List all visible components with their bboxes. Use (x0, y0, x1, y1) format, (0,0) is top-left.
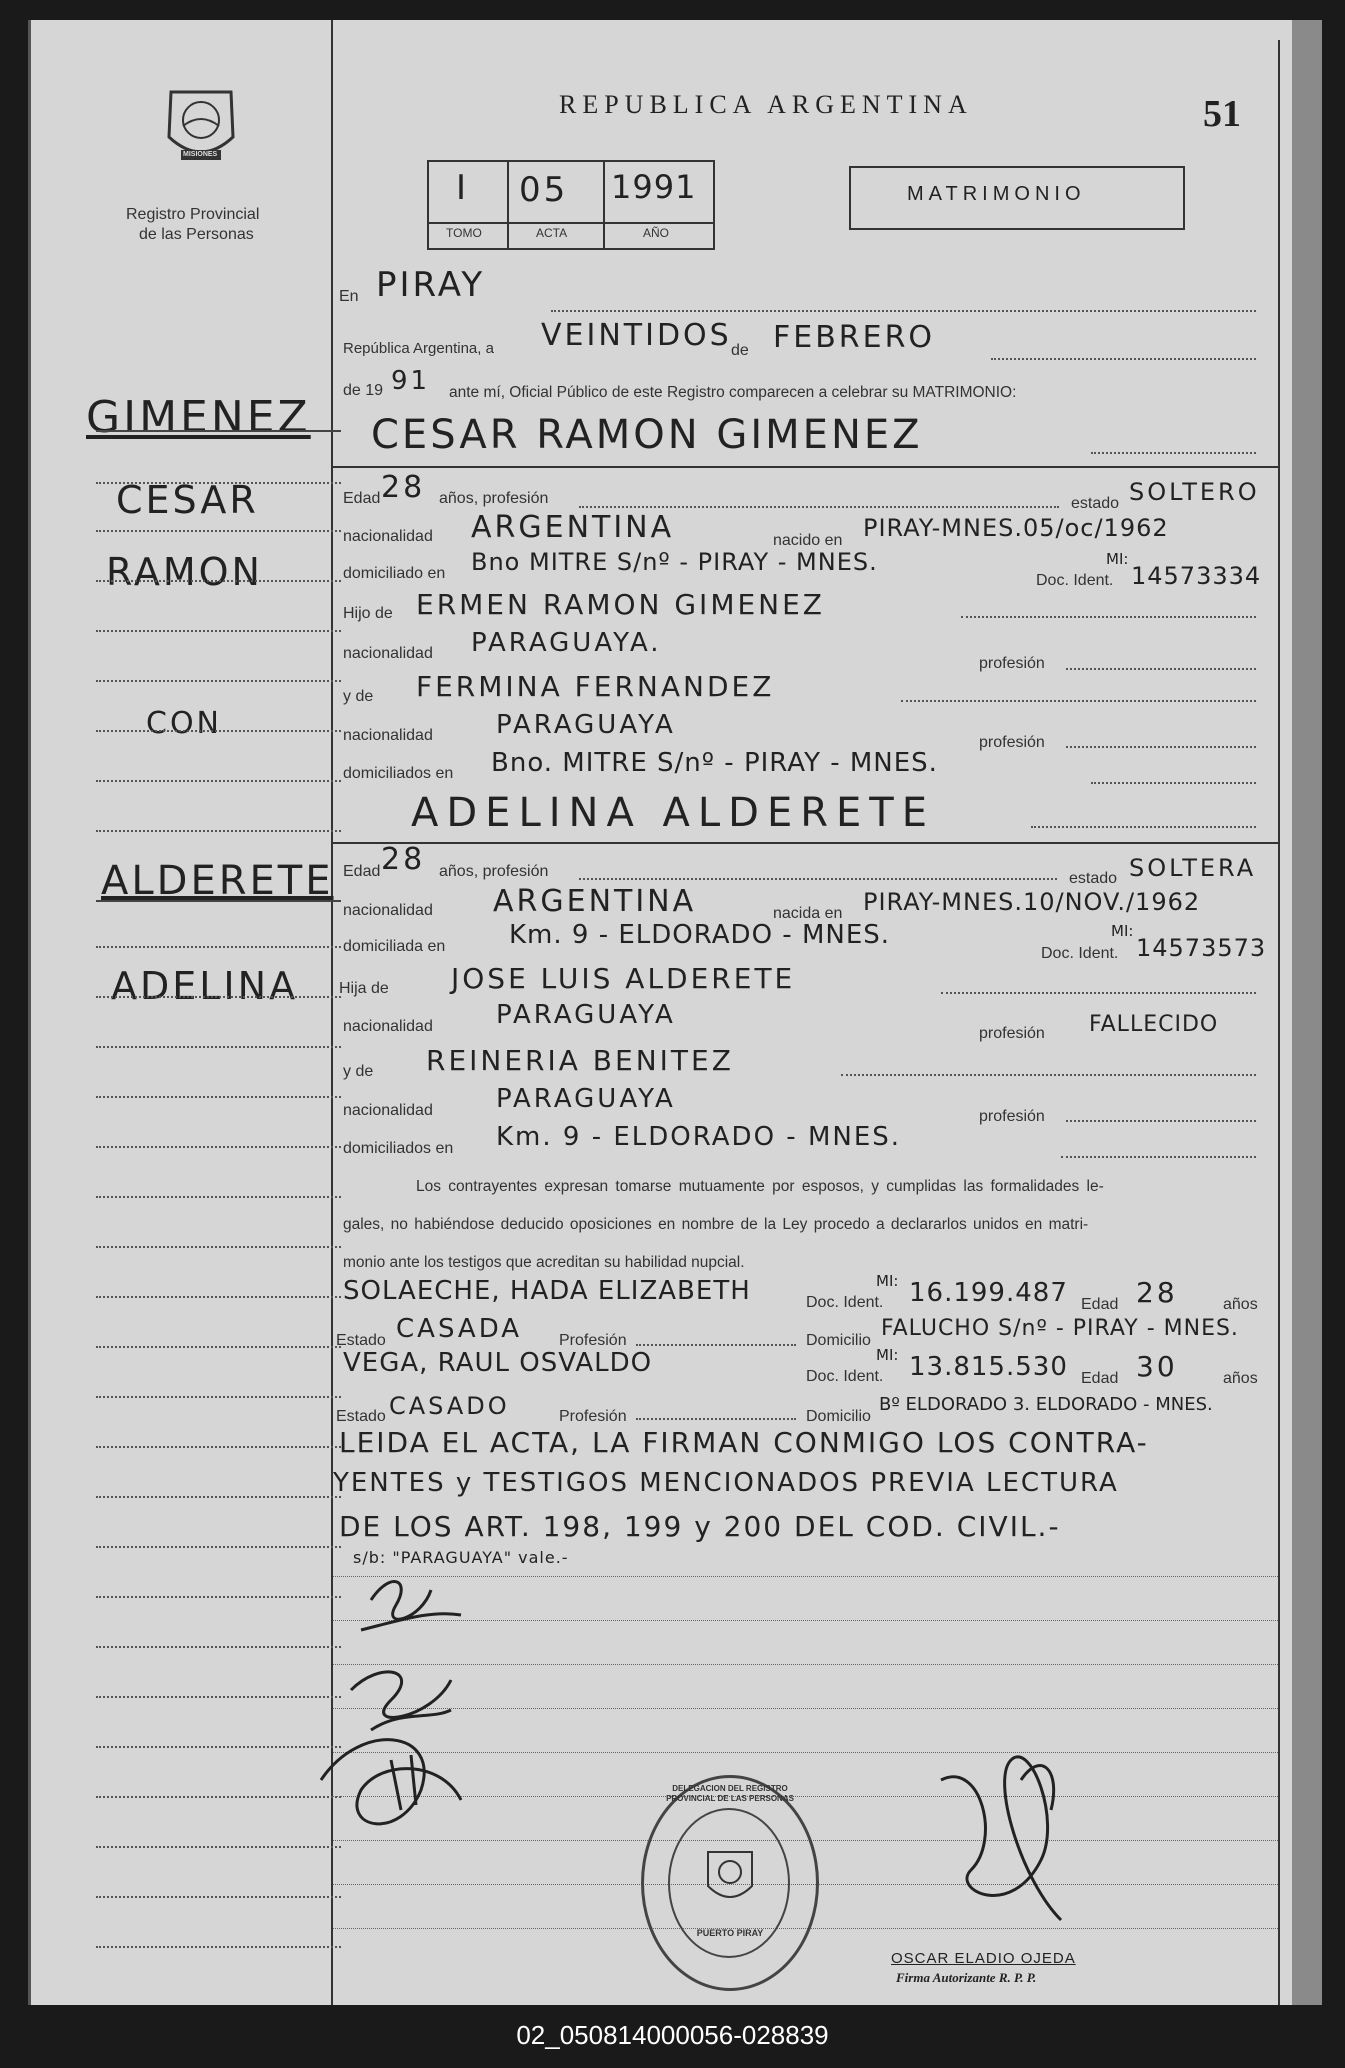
bride-hija-label: Hija de (339, 980, 389, 997)
margin-rule (96, 630, 341, 632)
groom-father-nac-label: nacionalidad (343, 645, 433, 662)
groom-yde-label: y de (343, 688, 374, 705)
groom-nacionalidad-label: nacionalidad (343, 528, 433, 545)
margin-rule (96, 1296, 341, 1298)
groom-doc-prefix: MI: (1106, 550, 1129, 568)
margin-rule (96, 1096, 341, 1098)
bride-domicilio: Km. 9 - ELDORADO - MNES. (509, 920, 891, 950)
witness-2-domicilio: Bº ELDORADO 3. ELDORADO - MNES. (879, 1394, 1213, 1415)
section-rule (333, 466, 1278, 468)
groom-mother: FERMINA FERNANDEZ (416, 670, 775, 703)
groom-father-nac: PARAGUAYA. (471, 628, 662, 658)
margin-rule (96, 1046, 341, 1048)
place-line (551, 310, 1256, 312)
stamp-inner-text: PUERTO PIRAY (696, 1928, 764, 1938)
bride-nacida-label: nacida en (773, 905, 843, 922)
witness-2-name: VEGA, RAUL OSVALDO (343, 1348, 653, 1378)
witness-2-doc-label: Doc. Ident. (806, 1368, 884, 1385)
groom-hijo-label: Hijo de (343, 605, 393, 622)
official-name: OSCAR ELADIO OJEDA (891, 1950, 1076, 1967)
tomo-label: TOMO (446, 226, 482, 240)
margin-rule (96, 780, 341, 782)
en-label: En (339, 288, 359, 305)
bride-mother-line (841, 1074, 1256, 1076)
margin-rule (96, 1546, 341, 1548)
record-type: MATRIMONIO (907, 183, 1086, 205)
registry-line-2: de las Personas (139, 226, 254, 243)
witness-2-domicilio-label: Domicilio (806, 1408, 871, 1425)
official-signature (911, 1720, 1111, 1950)
certificate-page (28, 20, 1321, 2005)
groom-doc: 14573334 (1131, 562, 1262, 590)
groom-name: CESAR RAMON GIMENEZ (371, 412, 923, 458)
bride-edad-label: Edad (343, 863, 381, 880)
body-line-2: gales, no habiéndose deducido oposiciones en nombre de la Ley procedo a declararlos unidos en matri- (343, 1216, 1089, 1233)
witness-1-doc: 16.199.487 (909, 1278, 1068, 1308)
bride-mother-nac-label: nacionalidad (343, 1102, 433, 1119)
groom-domiciliado-label: domiciliado en (343, 565, 446, 582)
bride-domiciliados-label: domiciliados en (343, 1140, 454, 1157)
witness-2-edad-label: Edad (1081, 1370, 1119, 1387)
bride-name-line (1031, 826, 1256, 828)
witness-1-doc-prefix: MI: (876, 1272, 899, 1290)
bride-father-nac-label: nacionalidad (343, 1018, 433, 1035)
stamp-ring-text: DELEGACION DEL REGISTRO PROVINCIAL DE LAS PERSONAS (666, 1784, 794, 1803)
bride-father-profesion-label: profesión (979, 1025, 1045, 1042)
republica-label: República Argentina, a (343, 340, 494, 357)
groom-parents-domicilio: Bno. MITRE S/nº - PIRAY - MNES. (491, 748, 938, 778)
groom-mother-nac-label: nacionalidad (343, 727, 433, 744)
groom-nacido-label: nacido en (773, 532, 843, 549)
witness-1-estado: CASADA (396, 1314, 523, 1344)
groom-father: ERMEN RAMON GIMENEZ (416, 588, 825, 621)
section-rule (333, 842, 1278, 844)
witness-2-doc-prefix: MI: (876, 1346, 899, 1364)
ano-label: AÑO (643, 226, 670, 240)
bride-doc: 14573573 (1136, 934, 1267, 962)
margin-surname-bride: ALDERETE (101, 858, 334, 904)
month: FEBRERO (773, 320, 936, 355)
witness-1-edad-label: Edad (1081, 1296, 1119, 1313)
bride-profesion-line (579, 878, 1057, 880)
witness-1-domicilio: FALUCHO S/nº - PIRAY - MNES. (881, 1316, 1239, 1341)
seal-icon (161, 82, 241, 172)
margin-rule (96, 1946, 341, 1948)
margin-rule (96, 1446, 341, 1448)
groom-father-line (961, 616, 1256, 618)
witness-1-profesion-line (636, 1344, 796, 1346)
margin-rule (96, 1496, 341, 1498)
bride-father-line (941, 992, 1256, 994)
margin-rule (96, 1896, 341, 1898)
groom-domicilio: Bno MITRE S/nº - PIRAY - MNES. (471, 548, 878, 576)
year-suffix: 91 (391, 366, 431, 396)
groom-birth: PIRAY-MNES.05/oc/1962 (863, 514, 1169, 542)
witness-1-doc-label: Doc. Ident. (806, 1294, 884, 1311)
tomo-value: I (456, 168, 470, 208)
bride-father: JOSE LUIS ALDERETE (451, 962, 796, 995)
stamp-emblem-icon (702, 1846, 758, 1910)
registry-line-1: Registro Provincial (126, 206, 260, 223)
witness-2-profesion-line (636, 1418, 796, 1420)
bride-nacionalidad-label: nacionalidad (343, 902, 433, 919)
groom-name-line (1091, 452, 1256, 454)
record-box-divider-1 (507, 160, 509, 248)
witness-1-name: SOLAECHE, HADA ELIZABETH (343, 1276, 751, 1306)
groom-mother-profesion-label: profesión (979, 734, 1045, 751)
groom-edad-label: Edad (343, 490, 381, 507)
bride-doc-prefix: MI: (1111, 922, 1134, 940)
margin-rule (96, 1196, 341, 1198)
margin-rule (96, 730, 341, 732)
groom-mother-nac: PARAGUAYA (496, 710, 676, 740)
body-line-1: Los contrayentes expresan tomarse mutuamente por esposos, y cumplidas las formalidades le- (416, 1178, 1104, 1195)
witness-2-doc: 13.815.530 (909, 1352, 1068, 1382)
bride-mother: REINERIA BENITEZ (426, 1044, 734, 1077)
margin-rule (96, 900, 341, 902)
acta-label: ACTA (536, 226, 568, 240)
groom-profesion-line (579, 506, 1059, 508)
bride-mother-nac: PARAGUAYA (496, 1084, 676, 1114)
witness-2-anos-label: años (1223, 1370, 1258, 1387)
margin-given-groom-1: CESAR (116, 478, 259, 522)
groom-father-profesion-label: profesión (979, 655, 1045, 672)
bride-father-profesion: FALLECIDO (1089, 1012, 1219, 1037)
groom-age: 28 (381, 470, 426, 505)
witness-1-profesion-label: Profesión (559, 1332, 627, 1349)
record-box-divider-2 (603, 160, 605, 248)
delegation-stamp (641, 1775, 819, 1991)
margin-rule (96, 830, 341, 832)
witness-1-age: 28 (1136, 1276, 1178, 1309)
margin-rule (96, 1396, 341, 1398)
bride-age: 28 (381, 842, 426, 877)
margin-rule (96, 1146, 341, 1148)
bride-father-nac: PARAGUAYA (496, 1000, 676, 1030)
party-signatures (301, 1560, 531, 1850)
groom-nacionalidad: ARGENTINA (471, 510, 675, 545)
bride-birth: PIRAY-MNES.10/NOV./1962 (863, 888, 1201, 916)
margin-rule (96, 580, 341, 582)
official-title: Firma Autorizante R. P. P. (896, 1970, 1037, 1985)
margin-given-groom-2: RAMON (106, 550, 263, 594)
margin-rule (96, 1246, 341, 1248)
province-seal (161, 82, 241, 172)
groom-mother-line (901, 700, 1256, 702)
margin-rule (96, 430, 341, 432)
witness-1-estado-label: Estado (336, 1332, 386, 1349)
place: PIRAY (376, 265, 486, 305)
margin-rule (96, 530, 341, 532)
witness-2-age: 30 (1136, 1350, 1178, 1383)
margin-rule (96, 946, 341, 948)
margin-given-bride: ADELINA (111, 964, 299, 1008)
margin-rule (96, 482, 341, 484)
margin-surname-groom: GIMENEZ (86, 392, 311, 443)
bride-anos-profesion: años, profesión (439, 863, 549, 880)
groom-estado-label: estado (1071, 495, 1120, 512)
margin-connector: CON (146, 706, 223, 741)
right-border (1278, 40, 1280, 2005)
notes-line-2: YENTES y TESTIGOS MENCIONADOS PREVIA LECTURA (333, 1468, 1119, 1498)
notes-line-1: LEIDA EL ACTA, LA FIRMAN CONMIGO LOS CONTRA- (339, 1426, 1149, 1459)
witness-2-profesion-label: Profesión (559, 1408, 627, 1425)
witness-2-estado: CASADO (389, 1392, 510, 1420)
bride-yde-label: y de (343, 1063, 374, 1080)
groom-doc-label: Doc. Ident. (1036, 572, 1114, 589)
groom-anos-profesion: años, profesión (439, 490, 549, 507)
bride-doc-label: Doc. Ident. (1041, 945, 1119, 962)
groom-estado: SOLTERO (1129, 478, 1260, 506)
intro-statement: ante mí, Oficial Público de este Registro comparecen a celebrar su MATRIMONIO: (449, 384, 1017, 401)
groom-domiciliados-label: domiciliados en (343, 765, 454, 782)
margin-rule (96, 680, 341, 682)
groom-mother-profesion-line (1066, 746, 1256, 748)
groom-father-profesion-line (1066, 668, 1256, 670)
bride-parents-domicilio-line (1061, 1156, 1256, 1158)
body-line-3: monio ante los testigos que acreditan su habilidad nupcial. (343, 1254, 745, 1271)
margin-rule (96, 996, 341, 998)
witness-1-domicilio-label: Domicilio (806, 1332, 871, 1349)
groom-parents-domicilio-line (1091, 782, 1256, 784)
witness-1-anos-label: años (1223, 1296, 1258, 1313)
bride-estado-label: estado (1069, 870, 1118, 887)
witness-2-estado-label: Estado (336, 1408, 386, 1425)
day: VEINTIDOS (541, 318, 732, 353)
de-label-1: de (731, 342, 749, 359)
erratum-note: s/b: "PARAGUAYA" vale.- (353, 1548, 569, 1567)
bride-parents-domicilio: Km. 9 - ELDORADO - MNES. (496, 1122, 902, 1152)
month-line (991, 358, 1256, 360)
bride-domiciliada-label: domiciliada en (343, 938, 446, 955)
notes-line-3: DE LOS ART. 198, 199 y 200 DEL COD. CIVIL.- (339, 1510, 1061, 1543)
bride-nacionalidad: ARGENTINA (493, 884, 697, 919)
margin-rule (96, 1346, 341, 1348)
book-binding (1292, 20, 1322, 2005)
seal-label: MISIONES (183, 151, 218, 158)
country-title: REPUBLICA ARGENTINA (559, 90, 973, 119)
acta-value: 05 (519, 170, 569, 210)
record-box-label-rule (427, 222, 713, 224)
bride-estado: SOLTERA (1129, 854, 1257, 882)
file-id: 02_050814000056-028839 (516, 2020, 829, 2050)
year-prefix: de 19 (343, 382, 384, 399)
bride-mother-profesion-line (1066, 1120, 1256, 1122)
page-number: 51 (1203, 93, 1241, 135)
bride-name: ADELINA ALDERETE (411, 790, 936, 836)
bride-mother-profesion-label: profesión (979, 1108, 1045, 1125)
ano-value: 1991 (611, 168, 697, 206)
